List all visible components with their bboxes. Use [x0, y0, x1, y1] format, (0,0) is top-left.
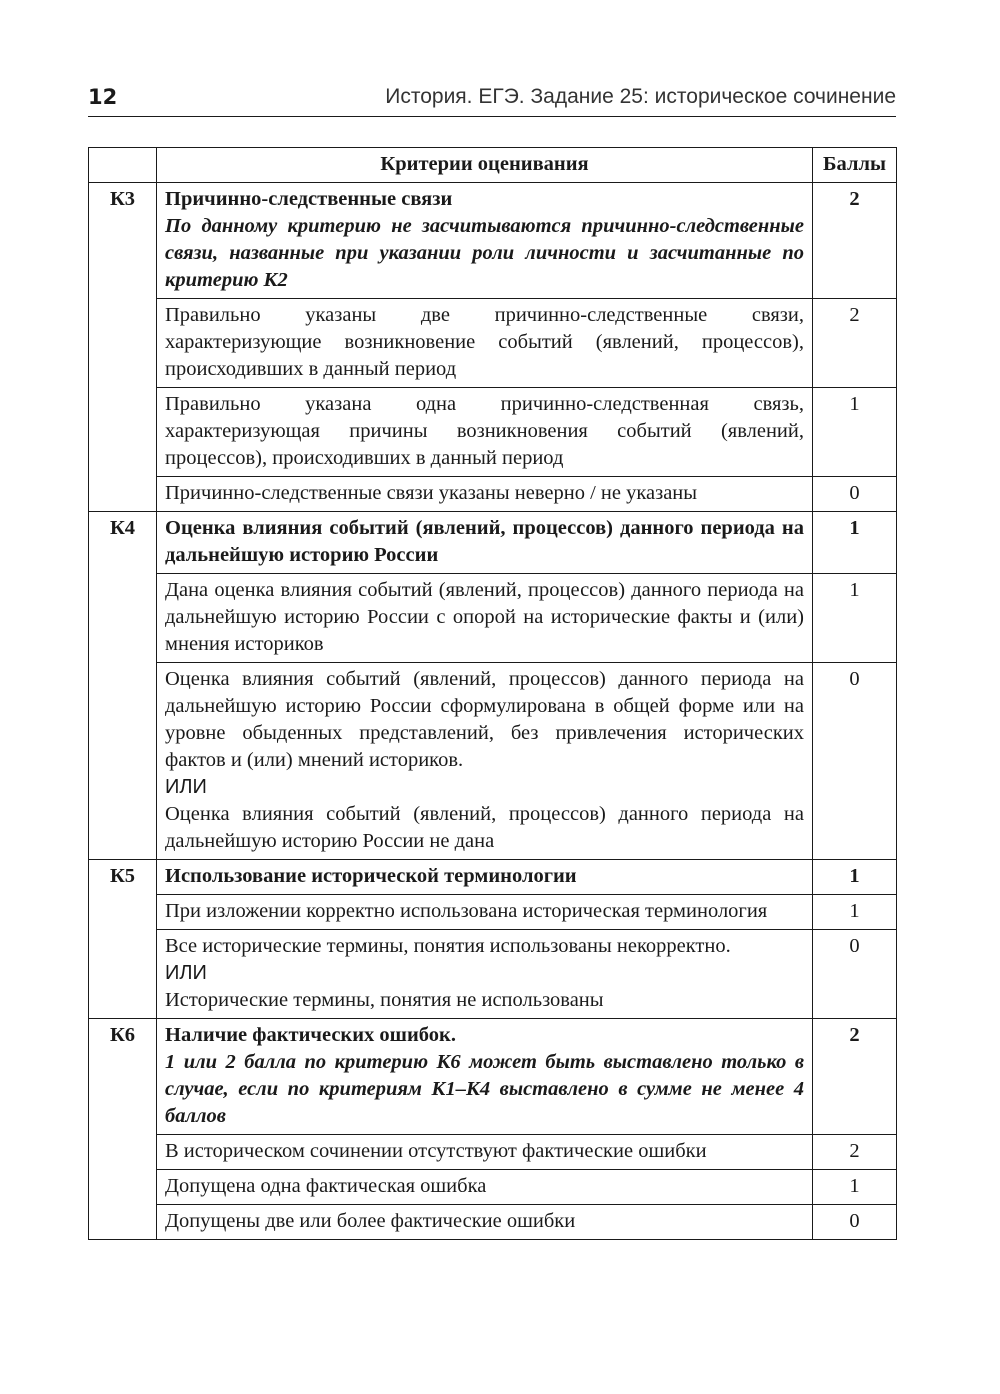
criterion-title: Причинно-следственные связи: [165, 188, 453, 210]
page-number: 12: [88, 85, 118, 109]
score-level-text: В историческом сочинении отсутствуют фактические ошибки: [157, 1135, 813, 1170]
score-level-text: Причинно-следственные связи указаны неверно / не указаны: [157, 477, 813, 512]
score-level-row: [89, 1170, 897, 1205]
criterion-k5-row: [89, 860, 897, 895]
score-level-value: 1: [813, 895, 897, 930]
criterion-k6-row: [89, 1019, 897, 1135]
criterion-code: К3: [89, 183, 157, 512]
score-level-text-a: Оценка влияния событий (явлений, процессов) данного периода на дальнейшую историю России сформулирована в общей форме или на уровне обыденных представлений, без привлечения исторических фактов и (или) мнений историков.: [165, 668, 804, 771]
score-level-text: Дана оценка влияния событий (явлений, процессов) данного периода на дальнейшую историю России с опорой на исторические факты и (или) мнения историков: [157, 574, 813, 663]
criterion-max-score: 2: [813, 183, 897, 299]
score-level-value: 2: [813, 299, 897, 388]
score-level-value: 1: [813, 388, 897, 477]
score-level-row: [89, 663, 897, 860]
score-level-value: 0: [813, 930, 897, 1019]
criterion-max-score: 1: [813, 860, 897, 895]
score-level-row: [89, 299, 897, 388]
score-level-value: 0: [813, 477, 897, 512]
criterion-title: Оценка влияния событий (явлений, процессов) данного периода на дальнейшую историю России: [157, 512, 813, 574]
score-level-text-b: Оценка влияния событий (явлений, процессов) данного периода на дальнейшую историю России не дана: [165, 803, 804, 852]
score-level-row: [89, 1205, 897, 1240]
score-level-row: [89, 477, 897, 512]
column-header-code: [89, 148, 157, 183]
criterion-max-score: 2: [813, 1019, 897, 1135]
score-level-text-a: Все исторические термины, понятия использованы некорректно.: [165, 935, 731, 957]
criterion-code: К6: [89, 1019, 157, 1240]
running-title: История. ЕГЭ. Задание 25: историческое сочинение: [385, 85, 896, 108]
score-level-row: [89, 388, 897, 477]
score-level-text: Правильно указаны две причинно-следственные связи, характеризующие возникновение событий (явлений, процессов), происходивших в данный период: [157, 299, 813, 388]
criterion-description: [157, 183, 813, 299]
column-header-criteria: Критерии оценивания: [157, 148, 813, 183]
criteria-table: [88, 147, 897, 1240]
score-level-text: Допущена одна фактическая ошибка: [157, 1170, 813, 1205]
criterion-note: 1 или 2 балла по критерию К6 может быть выставлено только в случае, если по критериям К1–К4 выставлено в сумме не менее 4 баллов: [165, 1051, 804, 1127]
score-level-text: Правильно указана одна причинно-следственная связь, характеризующая причины возникновения событий (явлений, процессов), происходивших в данный период: [157, 388, 813, 477]
score-level-row: [89, 895, 897, 930]
or-separator: ИЛИ: [165, 776, 207, 798]
table-header-row: [89, 148, 897, 183]
score-level-value: 1: [813, 1170, 897, 1205]
column-header-score: Баллы: [813, 148, 897, 183]
or-separator: ИЛИ: [165, 962, 207, 984]
page-header: [88, 82, 896, 117]
criterion-note: По данному критерию не засчитываются причинно-следственные связи, названные при указании роли личности и засчитанные по критерию К2: [165, 215, 804, 291]
criterion-title: Наличие фактических ошибок.: [165, 1024, 456, 1046]
score-level-value: 0: [813, 1205, 897, 1240]
criterion-max-score: 1: [813, 512, 897, 574]
score-level-text: При изложении корректно использована историческая терминология: [157, 895, 813, 930]
criterion-code: К4: [89, 512, 157, 860]
score-level-value: 1: [813, 574, 897, 663]
score-level-row: [89, 930, 897, 1019]
criterion-code: К5: [89, 860, 157, 1019]
score-level-text: [157, 663, 813, 860]
score-level-text: Допущены две или более фактические ошибки: [157, 1205, 813, 1240]
score-level-row: [89, 574, 897, 663]
score-level-text-b: Исторические термины, понятия не использованы: [165, 989, 604, 1011]
criterion-k3-row: [89, 183, 897, 299]
score-level-text: [157, 930, 813, 1019]
score-level-value: 0: [813, 663, 897, 860]
score-level-value: 2: [813, 1135, 897, 1170]
criterion-k4-row: [89, 512, 897, 574]
criterion-description: [157, 1019, 813, 1135]
score-level-row: [89, 1135, 897, 1170]
criterion-title: Использование исторической терминологии: [157, 860, 813, 895]
